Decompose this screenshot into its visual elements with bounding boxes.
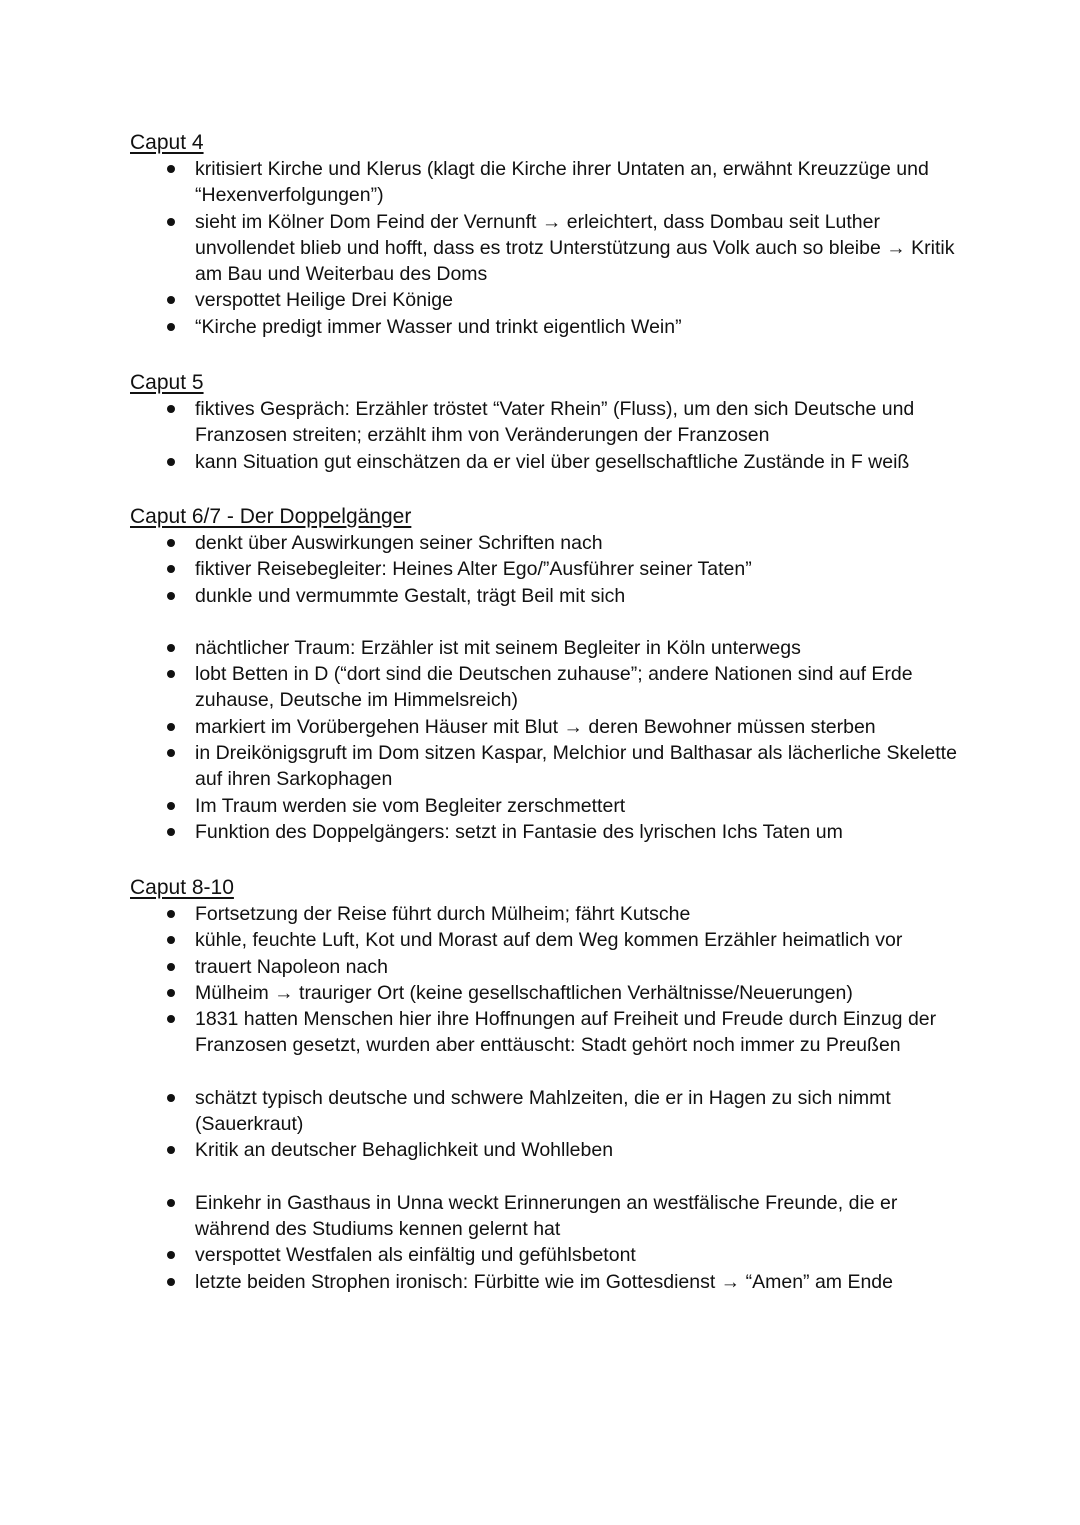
- list-item: Mülheim → trauriger Ort (keine gesellschaftlichen Verhältnisse/Neuerungen): [130, 980, 970, 1006]
- bullet-list: [130, 530, 970, 845]
- bullet-icon: [167, 165, 175, 173]
- bullet-icon: [167, 802, 175, 810]
- list-item: kritisiert Kirche und Klerus (klagt die Kirche ihrer Untaten an, erwähnt Kreuzzüge und “Hexenverfolgungen”): [130, 156, 970, 209]
- list-item: letzte beiden Strophen ironisch: Fürbitte wie im Gottesdienst → “Amen” am Ende: [130, 1269, 970, 1295]
- bullet-icon: [167, 828, 175, 836]
- list-item: Kritik an deutscher Behaglichkeit und Wohlleben: [130, 1137, 970, 1163]
- bullet-icon: [167, 1094, 175, 1102]
- bullet-icon: [167, 592, 175, 600]
- section-caput-6-7: [130, 504, 970, 845]
- bullet-list: [130, 156, 970, 340]
- section-caput-8-10: [130, 875, 970, 1295]
- section-heading: Caput 6/7 - Der Doppelgänger: [130, 505, 412, 528]
- bullet-icon: [167, 1015, 175, 1023]
- list-item: trauert Napoleon nach: [130, 954, 970, 980]
- list-item: sieht im Kölner Dom Feind der Vernunft → erleichtert, dass Dombau seit Luther unvollendet blieb und hofft, dass es trotz Unterstützung aus Volk auch so bleibe → Kritik am Bau und Weiterbau des Doms: [130, 209, 970, 288]
- bullet-icon: [167, 1251, 175, 1259]
- list-item: “Kirche predigt immer Wasser und trinkt eigentlich Wein”: [130, 314, 970, 340]
- bullet-icon: [167, 405, 175, 413]
- bullet-icon: [167, 218, 175, 226]
- list-item: Fortsetzung der Reise führt durch Mülheim; fährt Kutsche: [130, 901, 970, 927]
- bullet-list: [130, 901, 970, 1295]
- bullet-icon: [167, 458, 175, 466]
- list-item: nächtlicher Traum: Erzähler ist mit seinem Begleiter in Köln unterwegs: [130, 635, 970, 661]
- bullet-icon: [167, 296, 175, 304]
- list-item: in Dreikönigsgruft im Dom sitzen Kaspar, Melchior und Balthasar als lächerliche Skelette auf ihren Sarkophagen: [130, 740, 970, 793]
- section-caput-4: [130, 130, 970, 340]
- bullet-icon: [167, 910, 175, 918]
- section-caput-5: [130, 370, 970, 475]
- bullet-icon: [167, 1278, 175, 1286]
- bullet-icon: [167, 644, 175, 652]
- list-item: 1831 hatten Menschen hier ihre Hoffnungen auf Freiheit und Freude durch Einzug der Franzosen gesetzt, wurden aber enttäuscht: Stadt gehört noch immer zu Preußen: [130, 1006, 970, 1059]
- bullet-icon: [167, 565, 175, 573]
- list-item: fiktiver Reisebegleiter: Heines Alter Ego/”Ausführer seiner Taten”: [130, 556, 970, 582]
- list-item: Im Traum werden sie vom Begleiter zerschmettert: [130, 793, 970, 819]
- list-item: fiktives Gespräch: Erzähler tröstet “Vater Rhein” (Fluss), um den sich Deutsche und Franzosen streiten; erzählt ihm von Veränderungen der Franzosen: [130, 396, 970, 449]
- list-item: verspottet Heilige Drei Könige: [130, 287, 970, 313]
- bullet-icon: [167, 723, 175, 731]
- list-item: Einkehr in Gasthaus in Unna weckt Erinnerungen an westfälische Freunde, die er während des Studiums kennen gelernt hat: [130, 1190, 970, 1243]
- bullet-icon: [167, 1199, 175, 1207]
- list-item: markiert im Vorübergehen Häuser mit Blut → deren Bewohner müssen sterben: [130, 714, 970, 740]
- list-item: kühle, feuchte Luft, Kot und Morast auf dem Weg kommen Erzähler heimatlich vor: [130, 927, 970, 953]
- bullet-icon: [167, 1146, 175, 1154]
- section-heading: Caput 5: [130, 371, 204, 394]
- section-heading: Caput 8-10: [130, 876, 234, 899]
- bullet-icon: [167, 936, 175, 944]
- list-item: kann Situation gut einschätzen da er viel über gesellschaftliche Zustände in F weiß: [130, 449, 970, 475]
- list-item: denkt über Auswirkungen seiner Schriften nach: [130, 530, 970, 556]
- bullet-icon: [167, 539, 175, 547]
- list-item: Funktion des Doppelgängers: setzt in Fantasie des lyrischen Ichs Taten um: [130, 819, 970, 845]
- list-item: dunkle und vermummte Gestalt, trägt Beil mit sich: [130, 583, 970, 609]
- bullet-icon: [167, 749, 175, 757]
- list-item: verspottet Westfalen als einfältig und gefühlsbetont: [130, 1242, 970, 1268]
- list-item: schätzt typisch deutsche und schwere Mahlzeiten, die er in Hagen zu sich nimmt (Sauerkraut): [130, 1085, 970, 1138]
- bullet-list: [130, 396, 970, 475]
- bullet-icon: [167, 963, 175, 971]
- bullet-icon: [167, 989, 175, 997]
- bullet-icon: [167, 323, 175, 331]
- section-heading: Caput 4: [130, 131, 204, 154]
- bullet-icon: [167, 670, 175, 678]
- list-item: lobt Betten in D (“dort sind die Deutschen zuhause”; andere Nationen sind auf Erde zuhause, Deutsche im Himmelsreich): [130, 661, 970, 714]
